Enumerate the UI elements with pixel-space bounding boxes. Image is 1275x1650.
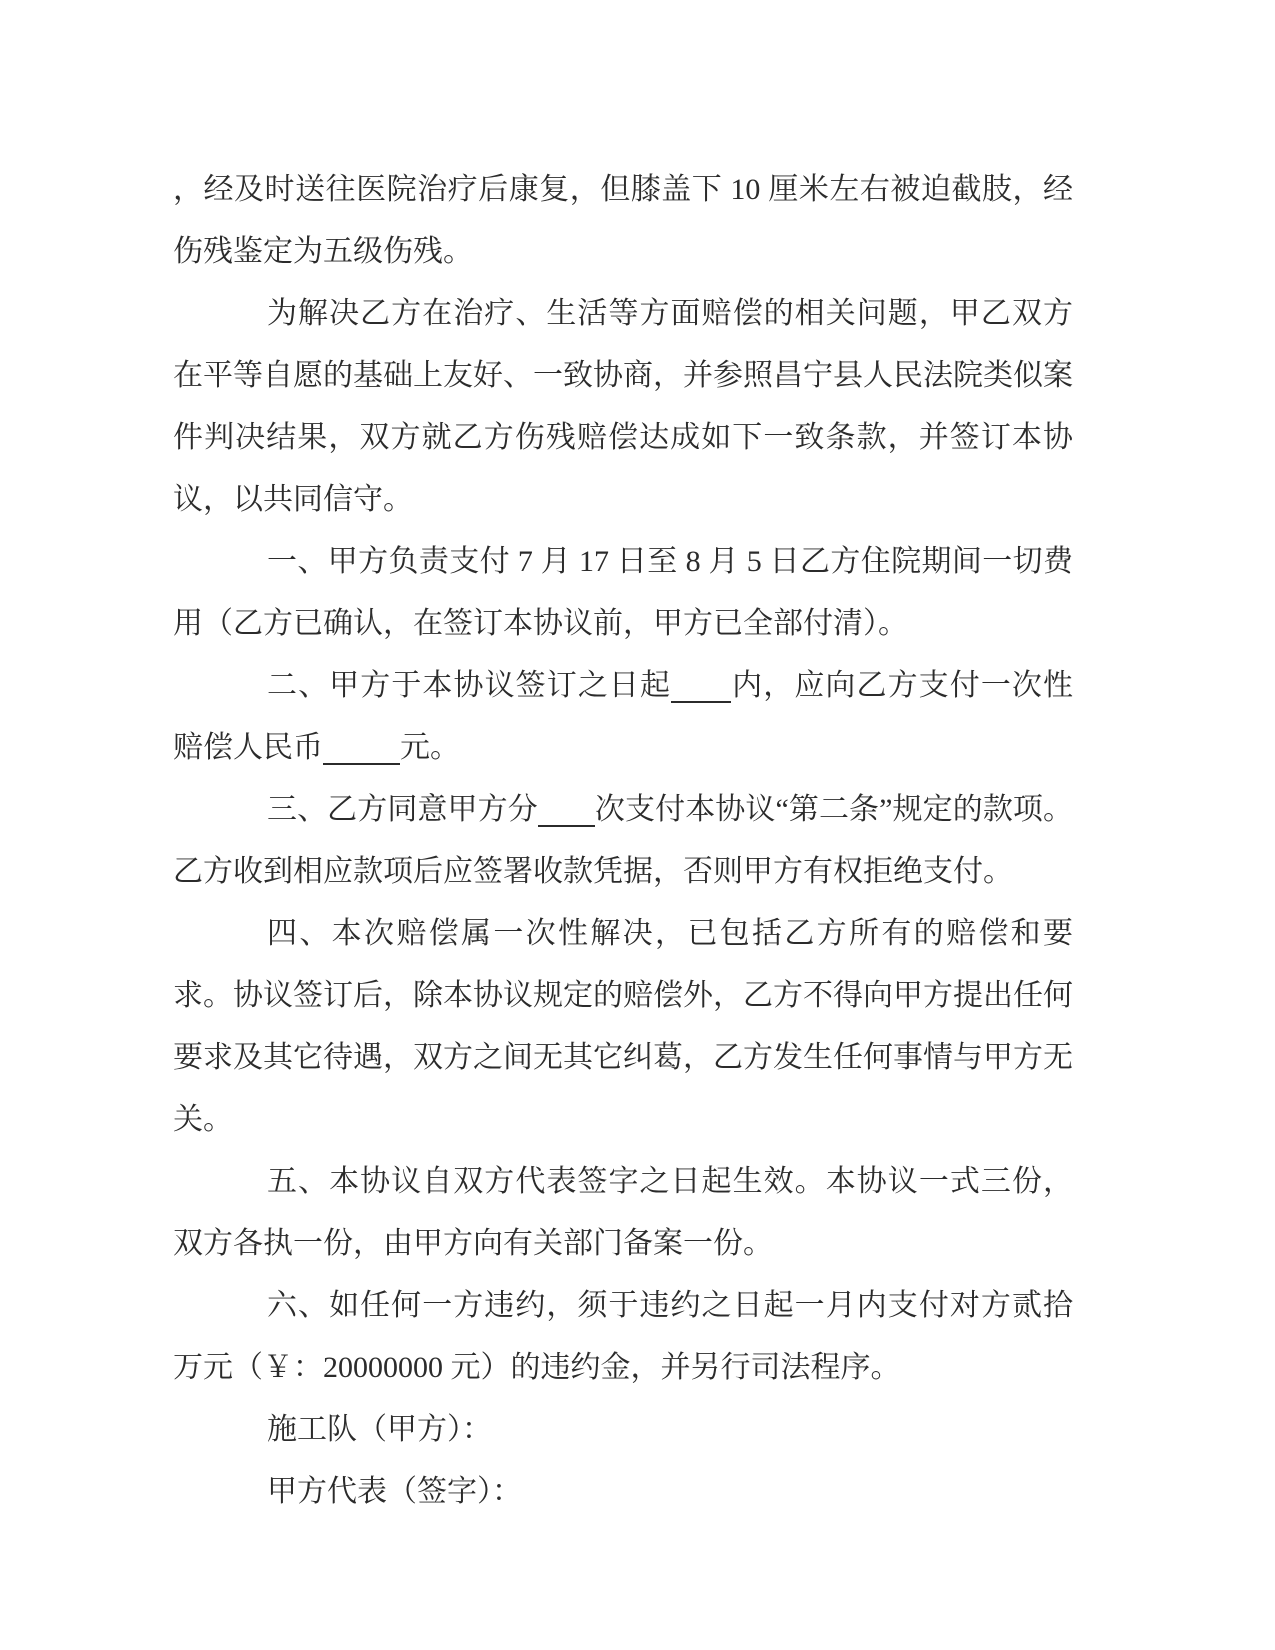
- clause-6: 六、如任何一方违约，须于违约之日起一月内支付对方贰拾万元（￥：20000000 元）的违约金，并另行司法程序。: [173, 1289, 1073, 1384]
- clause-4: 四、本次赔偿属一次性解决，已包括乙方所有的赔偿和要求。协议签订后，除本协议规定的赔偿外，乙方不得向甲方提出任何要求及其它待遇，双方之间无其它纠葛，乙方发生任何事情与甲方无关。: [173, 917, 1073, 1136]
- fill-in-blank-amount: [323, 733, 400, 765]
- clause-3-text-pre: 三、乙方同意甲方分: [267, 793, 538, 826]
- clause-3-text-post: 次支付本协议“第二条”规定的款项。乙方收到相应款项后应签署收款凭据，否则甲方有权拒绝支付。: [173, 793, 1074, 888]
- para-preamble: 为解决乙方在治疗、生活等方面赔偿的相关问题，甲乙双方在平等自愿的基础上友好、一致协商，并参照昌宁县人民法院类似案件判决结果，双方就乙方伤残赔偿达成如下一致条款，并签订本协议，以共同信守。: [173, 297, 1073, 516]
- clause-2: [173, 655, 1073, 779]
- fill-in-blank-installments: [538, 795, 595, 827]
- clause-2-text-end: 元。: [400, 731, 460, 764]
- para-opening: ，经及时送往医院治疗后康复，但膝盖下 10 厘米左右被迫截肢，经伤残鉴定为五级伤残。: [173, 173, 1073, 268]
- fill-in-blank-payment-deadline: [671, 671, 731, 703]
- clause-5: 五、本协议自双方代表签字之日起生效。本协议一式三份，双方各执一份，由甲方向有关部门备案一份。: [173, 1165, 1073, 1260]
- clause-1: 一、甲方负责支付 7 月 17 日至 8 月 5 日乙方住院期间一切费用（乙方已确认，在签订本协议前，甲方已全部付清）。: [173, 545, 1073, 640]
- signature-party-line: 施工队（甲方）：: [267, 1413, 492, 1446]
- signature-rep-line: 甲方代表（签字）：: [267, 1475, 522, 1508]
- clause-2-text-pre: 二、甲方于本协议签订之日起: [267, 669, 672, 702]
- document-text-block: [173, 159, 1073, 1523]
- clause-2-text-mid: 内，应向乙方支付一次性赔偿人民币: [173, 669, 1074, 764]
- clause-3: [173, 779, 1073, 903]
